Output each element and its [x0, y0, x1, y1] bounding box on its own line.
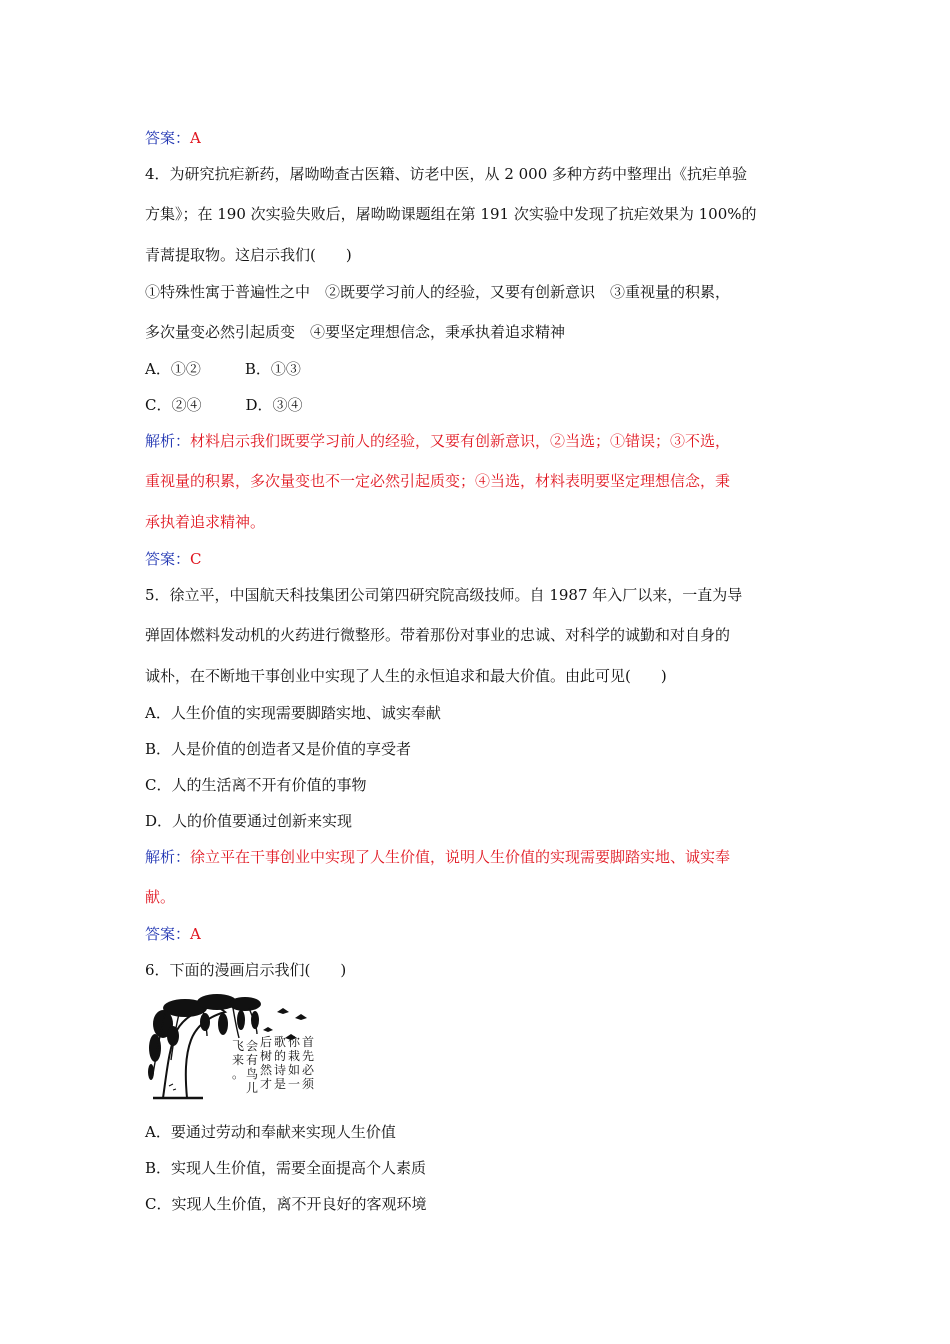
cartoon-poem-char: 先	[301, 1049, 315, 1063]
q4-option-d: D．③④	[245, 396, 303, 414]
q4-statement-line2: 多次量变必然引起质变 ④要坚定理想信念，秉承执着追求精神	[145, 323, 566, 341]
q4-analysis-line3: 承执着追求精神。	[145, 513, 266, 531]
cartoon-poem-char: 后	[259, 1035, 273, 1049]
cartoon-poem-char: 会	[245, 1039, 259, 1053]
cartoon-poem-char: 你	[287, 1035, 301, 1049]
cartoon-poem-char: 是	[273, 1077, 287, 1091]
q5-answer-label: 答案：	[145, 925, 191, 943]
q5-answer	[145, 924, 201, 944]
q6-stem: 6．下面的漫画启示我们( )	[145, 961, 347, 979]
cartoon-poem-char: 。	[231, 1067, 245, 1081]
cartoon-poem-char: 树	[259, 1049, 273, 1063]
q4-option-c: C．②④	[145, 396, 202, 414]
cartoon-poem-char: 飞	[231, 1039, 245, 1053]
q6-option-b: B．实现人生价值，需要全面提高个人素质	[145, 1159, 427, 1177]
cartoon-poem-char: 有	[245, 1053, 259, 1067]
q5-analysis-text1: 徐立平在干事创业中实现了人生价值，说明人生价值的实现需要脚踏实地、诚实奉	[190, 848, 731, 866]
q4-analysis-line2: 重视量的积累，多次量变也不一定必然引起质变；④当选，材料表明要坚定理想信念，秉	[145, 472, 731, 490]
cartoon-poem-char: 歌	[273, 1035, 287, 1049]
answer-value: A	[190, 129, 201, 147]
cartoon-poem-char: 须	[301, 1077, 315, 1091]
cartoon-poem-char: 然	[259, 1063, 273, 1077]
answer-label: 答案：	[145, 129, 191, 147]
q5-analysis-line1	[145, 847, 730, 867]
cartoon-poem-char: 首	[301, 1035, 315, 1049]
q5-option-d: D．人的价值要通过创新来实现	[145, 812, 353, 830]
q6-option-a: A．要通过劳动和奉献来实现人生价值	[145, 1123, 396, 1141]
cartoon-poem-char: 如	[287, 1063, 301, 1077]
q5-answer-value: A	[190, 925, 201, 943]
cartoon-poem-char: 才	[259, 1077, 273, 1091]
q4-answer-label: 答案：	[145, 550, 191, 568]
q4-analysis-line1	[145, 431, 730, 451]
q4-stem-line2: 方集》；在 190 次实验失败后，屠呦呦课题组在第 191 次实验中发现了抗疟效果为 100%的	[145, 205, 757, 223]
q5-stem-line2: 弹固体燃料发动机的火药进行微整形。带着那份对事业的忠诚、对科学的诚勤和对自身的	[145, 626, 731, 644]
q5-stem-line1: 5．徐立平，中国航天科技集团公司第四研究院高级技师。自 1987 年入厂以来，一直为导	[145, 586, 743, 604]
q6-option-c: C．实现人生价值，离不开良好的客观环境	[145, 1195, 427, 1213]
cartoon-poem-char: 必	[301, 1063, 315, 1077]
q5-option-c: C．人的生活离不开有价值的事物	[145, 776, 367, 794]
cartoon-poem-char: 鸟	[245, 1067, 259, 1081]
q4-analysis-label: 解析：	[145, 432, 191, 450]
cartoon-poem-char: 的	[273, 1049, 287, 1063]
q5-option-a: A．人生价值的实现需要脚踏实地、诚实奉献	[145, 704, 441, 722]
q4-options-row2	[145, 395, 303, 415]
cartoon-poem	[232, 1035, 315, 1095]
q4-stem-line3: 青蒿提取物。这启示我们( )	[145, 246, 352, 264]
cartoon-poem-char: 栽	[287, 1049, 301, 1063]
q4-stem-line1: 4．为研究抗疟新药，屠呦呦查古医籍、访老中医，从 2 000 多种方药中整理出《抗疟单验	[145, 165, 748, 183]
q5-option-b: B．人是价值的创造者又是价值的享受者	[145, 740, 412, 758]
q4-answer-value: C	[190, 550, 202, 568]
q5-stem-line3: 诚朴，在不断地干事创业中实现了人生的永恒追求和最大价值。由此可见( )	[145, 667, 667, 685]
answer-prev	[145, 128, 201, 148]
q4-statement-line1: ①特殊性寓于普遍性之中 ②既要学习前人的经验，又要有创新意识 ③重视量的积累，	[145, 283, 731, 301]
cartoon-poem-char: 一	[287, 1077, 301, 1091]
q5-analysis-line2: 献。	[145, 888, 176, 906]
cartoon-image	[145, 990, 320, 1100]
q4-answer	[145, 549, 202, 569]
cartoon-poem-char: 儿	[245, 1081, 259, 1095]
q4-option-a: A．①②	[145, 360, 201, 378]
q4-option-b: B．①③	[244, 360, 301, 378]
cartoon-poem-char: 诗	[273, 1063, 287, 1077]
q5-analysis-label: 解析：	[145, 848, 191, 866]
q4-options-row1	[145, 359, 301, 379]
q4-analysis-text1: 材料启示我们既要学习前人的经验，又要有创新意识，②当选；①错误；③不选，	[190, 432, 731, 450]
cartoon-poem-char: 来	[231, 1053, 245, 1067]
